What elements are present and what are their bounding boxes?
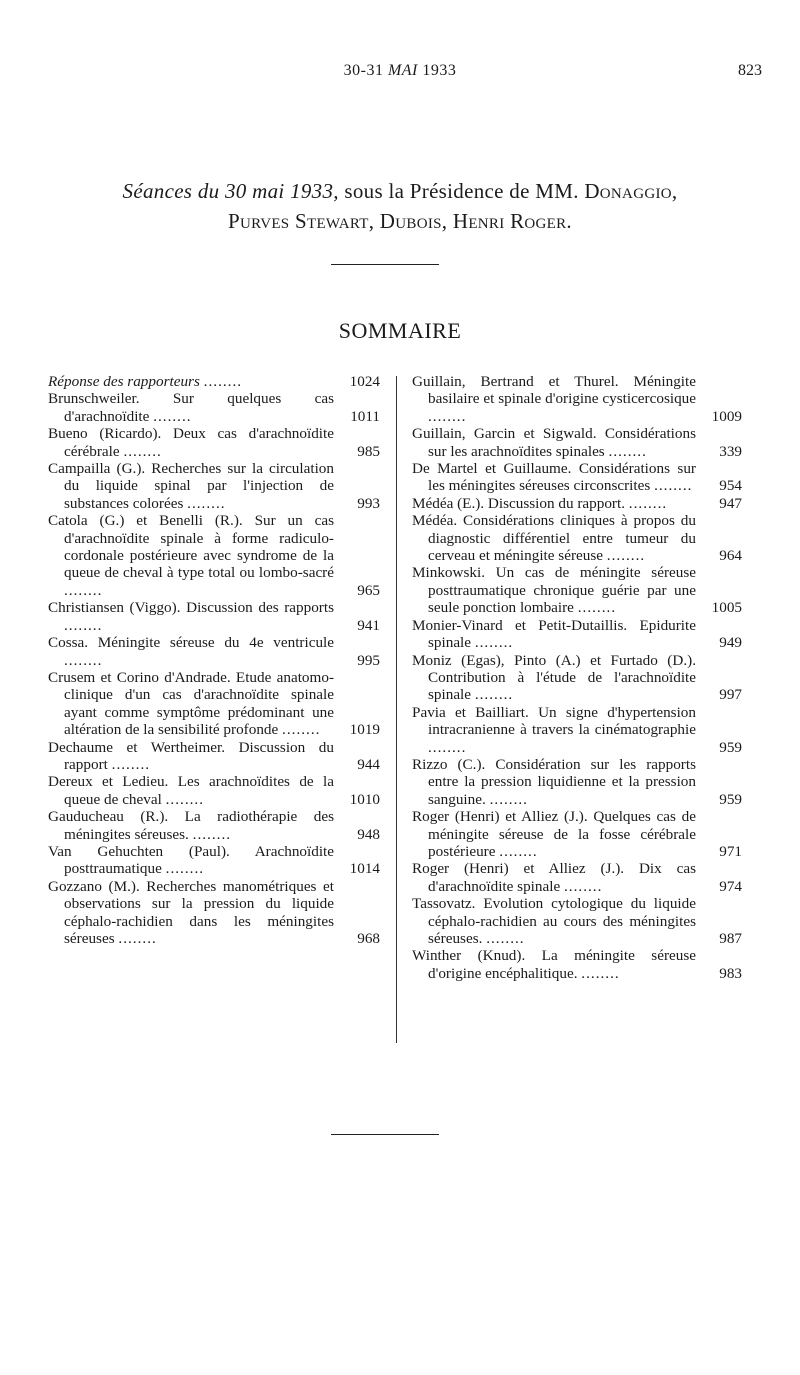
toc-entry <box>412 564 742 616</box>
toc-page-number: 985 <box>357 442 380 460</box>
leader-dots: ........ <box>606 547 646 565</box>
toc-page-number: 983 <box>719 964 742 982</box>
leader-dots: ........ <box>203 373 243 390</box>
leader-dots: ........ <box>474 634 514 652</box>
toc-entry <box>48 634 380 669</box>
leader-dots: ........ <box>608 442 647 460</box>
running-header <box>0 62 800 86</box>
toc-entry-text: Van Gehuchten (Paul). Arachnoïdite posttraumatique <box>48 842 334 878</box>
leader-dots: ........ <box>123 442 162 460</box>
leader-dots: ........ <box>64 651 103 669</box>
toc-page-number: 1010 <box>349 790 380 808</box>
toc-page-number: 1005 <box>711 599 742 617</box>
leader-dots: ........ <box>187 494 226 512</box>
toc-page-number: 954 <box>719 477 742 495</box>
toc-entry-text: Brunschweiler. Sur quelques cas d'arachnoïdite <box>48 390 334 425</box>
toc-page-number: 974 <box>719 877 742 895</box>
leader-dots: ........ <box>428 407 467 425</box>
toc-entry <box>48 808 380 843</box>
toc-page-number: 947 <box>719 494 742 512</box>
toc-page-number: 968 <box>357 930 380 947</box>
toc-entry-text: Roger (Henri) et Alliez (J.). Quelques cas de méningite séreuse de la fosse cérébrale postérieure <box>412 808 696 860</box>
toc-left-column <box>48 373 380 947</box>
toc-page-number: 993 <box>357 494 380 512</box>
leader-dots: ........ <box>153 407 192 425</box>
toc-page-number: 965 <box>357 581 380 599</box>
leader-dots: ........ <box>111 755 151 773</box>
toc-entry <box>412 895 742 947</box>
toc-entry-text: Gauducheau (R.). La radiothérapie des méningites séreuses. <box>48 808 334 843</box>
toc-entry-text: Rizzo (C.). Considération sur les rapports entre la pression liquidienne et la pression sanguine. <box>412 755 696 808</box>
leader-dots: ........ <box>564 877 603 895</box>
toc-entry <box>48 878 380 948</box>
toc-entry <box>412 756 742 808</box>
toc-entry-text: Pavia et Bailliart. Un signe d'hypertension intracranienne à travers la cinématographie <box>412 703 696 739</box>
toc-entry-text: Réponse des rapporteurs <box>48 373 204 390</box>
toc-page-number: 964 <box>719 547 742 565</box>
leader-dots: ........ <box>499 842 538 860</box>
toc-page-number: 987 <box>719 930 742 947</box>
column-divider <box>396 376 397 1043</box>
divider-bottom <box>331 1134 439 1135</box>
toc-page-number: 339 <box>719 442 742 460</box>
toc-entry-text: Moniz (Egas), Pinto (A.) et Furtado (D.). Contribution à l'étude de l'arachnoïdite spinale <box>412 651 696 704</box>
leader-dots: ........ <box>428 738 467 756</box>
toc-entry <box>48 390 380 425</box>
toc-entry-text: Guillain, Bertrand et Thurel. Méningite basilaire et spinale d'origine cysticercosique <box>412 373 696 408</box>
toc-page-number: 941 <box>357 616 380 634</box>
toc-entry-text: Winther (Knud). La méningite séreuse d'origine encéphalitique. <box>412 947 696 982</box>
toc-entry <box>412 808 742 860</box>
toc-entry <box>48 599 380 634</box>
toc-entry-text: Tassovatz. Evolution cytologique du liquide céphalo-rachidien au cours des méningites séreuses. <box>412 895 696 947</box>
leader-dots: ........ <box>165 790 204 808</box>
toc-entry <box>412 425 742 460</box>
toc-page-number: 1019 <box>349 721 380 739</box>
leader-dots: ........ <box>64 616 103 634</box>
toc-entry-text: Dechaume et Wertheimer. Discussion du rapport <box>48 738 334 773</box>
leader-dots: ........ <box>486 930 525 947</box>
toc-entry-text: Guillain, Garcin et Sigwald. Considérations sur les arachnoïdites spinales <box>412 425 696 460</box>
toc-page-number: 1024 <box>349 373 380 390</box>
toc-page-number: 997 <box>719 686 742 704</box>
toc-page-number: 1011 <box>350 407 380 425</box>
toc-entry <box>412 373 742 425</box>
toc-entry-text: De Martel et Guillaume. Considérations sur les méningites séreuses circonscrites <box>412 460 696 495</box>
toc-entry <box>412 704 742 756</box>
leader-dots: ........ <box>628 494 668 512</box>
toc-entry <box>48 773 380 808</box>
toc-entry <box>48 373 380 390</box>
toc-page-number: 1014 <box>349 860 380 878</box>
toc-page-number: 944 <box>357 755 380 773</box>
toc-entry-text: Bueno (Ricardo). Deux cas d'arachnoïdite cérébrale <box>48 425 334 460</box>
toc-entry-text: Catola (G.) et Benelli (R.). Sur un cas d'arachnoïdite spinale à forme radiculo-cordonale postérieure avec syndrome de la queue de cheval à type total ou lombo-sacré <box>48 512 334 582</box>
leader-dots: ........ <box>474 686 514 704</box>
toc-entry <box>48 460 380 512</box>
leader-dots: ........ <box>192 825 232 843</box>
toc-entry-text: Cossa. Méningite séreuse du 4e ventricule <box>48 634 334 652</box>
toc-entry <box>48 739 380 774</box>
toc-entry-text: Roger (Henri) et Alliez (J.). Dix cas d'arachnoïdite spinale <box>412 860 696 895</box>
toc-entry-text: Médéa. Considérations cliniques à propos du diagnostic différentiel entre tumeur du cerveau et méningite séreuse <box>412 512 696 565</box>
toc-entry <box>412 495 742 512</box>
leader-dots: ........ <box>489 790 528 808</box>
session-title: Séances du 30 mai 1933, sous la Présidence de MM. Donaggio, Purves Stewart, Dubois, Henri Roger. <box>122 179 678 233</box>
toc-page-number: 959 <box>719 790 742 808</box>
leader-dots: ........ <box>577 599 617 617</box>
header-date: 30-31 MAI 1933 <box>343 62 457 79</box>
leader-dots: ........ <box>165 860 205 878</box>
leader-dots: ........ <box>64 581 103 599</box>
toc-page-number: 948 <box>357 825 380 843</box>
toc-entry <box>412 617 742 652</box>
toc-entry-text: Dereux et Ledieu. Les arachnoïdites de la queue de cheval <box>48 773 334 808</box>
toc-page-number: 995 <box>357 651 380 669</box>
toc-entry-text: Monier-Vinard et Petit-Dutaillis. Epidurite spinale <box>412 616 696 652</box>
toc-entry-text: Crusem et Corino d'Andrade. Etude anatomo-clinique d'un cas d'arachnoïdite spinale ayant comme symptôme prédominant une altération de la sensibilité profonde <box>48 668 334 739</box>
toc-entry <box>48 843 380 878</box>
toc-entry <box>412 947 742 982</box>
toc-page-number: 959 <box>719 738 742 756</box>
page-number: 823 <box>738 62 762 79</box>
toc-entry <box>48 425 380 460</box>
toc-entry <box>412 860 742 895</box>
leader-dots: ........ <box>654 477 693 495</box>
leader-dots: ........ <box>581 964 620 982</box>
toc-entry-text: Christiansen (Viggo). Discussion des rapports <box>48 599 334 617</box>
toc-entry-text: Gozzano (M.). Recherches manométriques et observations sur la pression du liquide céphalo-rachidien dans les méningites séreuses <box>48 877 334 947</box>
toc-page-number: 949 <box>719 634 742 652</box>
leader-dots: ........ <box>118 930 157 947</box>
toc-entry-text: Campailla (G.). Recherches sur la circulation du liquide spinal par l'injection de substances colorées <box>48 460 334 512</box>
toc-right-column <box>412 373 742 982</box>
toc-entry <box>48 669 380 739</box>
toc-page-number: 1009 <box>711 407 742 425</box>
leader-dots: ........ <box>282 721 321 739</box>
toc-entry <box>48 512 380 599</box>
toc-page-number: 971 <box>719 842 742 860</box>
sommaire-heading: SOMMAIRE <box>338 318 462 343</box>
toc-entry-text: Minkowski. Un cas de méningite séreuse posttraumatique chronique guérie par une seule ponction lombaire <box>412 564 696 617</box>
toc-entry <box>412 512 742 564</box>
toc-entry <box>412 652 742 704</box>
toc-entry <box>412 460 742 495</box>
divider-top <box>331 264 439 265</box>
toc-entry-text: Médéa (E.). Discussion du rapport. <box>412 494 629 512</box>
